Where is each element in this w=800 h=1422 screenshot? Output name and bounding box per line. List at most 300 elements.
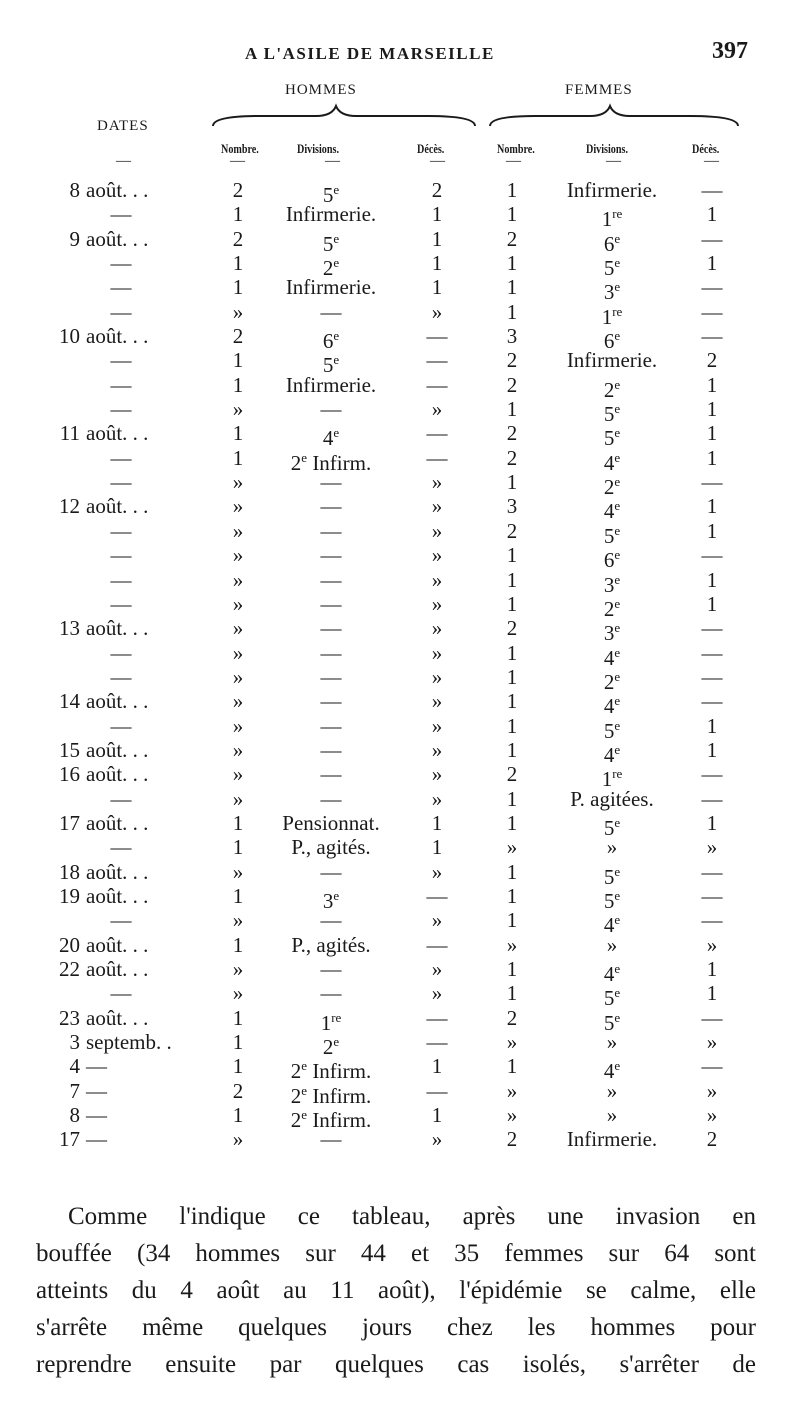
- table-row: [0, 981, 800, 1011]
- table-row: [0, 372, 800, 402]
- date-cell: 4 —: [69, 1054, 107, 1079]
- femmes-division-cell: »: [606, 1078, 618, 1103]
- femmes-deces-cell: »: [706, 1078, 718, 1103]
- paragraph-line: atteints du 4 août au 11 août), l'épidémie se calme, elle: [36, 1277, 756, 1304]
- femmes-deces-cell: —: [701, 324, 723, 349]
- hommes-division-cell: —: [320, 591, 342, 616]
- date-cell: —: [110, 908, 132, 933]
- hommes-nombre-header: Nombre.: [221, 141, 259, 156]
- femmes-division-cell: 5e: [603, 255, 621, 281]
- hommes-division-cell: 5e: [322, 230, 340, 256]
- date-cell: —: [110, 299, 132, 324]
- hommes-division-cell: 2e Infirm.: [290, 1082, 372, 1108]
- femmes-division-cell: P. agitées.: [570, 786, 654, 811]
- table-row: [0, 1005, 800, 1035]
- femmes-division-cell: »: [606, 1030, 618, 1055]
- table-row: [0, 324, 800, 354]
- date-cell: —: [110, 348, 132, 373]
- hommes-division-cell: 1re: [320, 1009, 342, 1035]
- date-cell: 22 août. . .: [59, 957, 149, 981]
- date-cell: 15 août. . .: [59, 737, 149, 762]
- table-row: [0, 299, 800, 329]
- femmes-division-cell: 6e: [603, 547, 621, 573]
- date-cell: —: [110, 786, 132, 811]
- date-cell: —: [110, 397, 132, 422]
- table-row: [0, 737, 800, 767]
- table-row: [0, 470, 800, 500]
- date-cell: —: [110, 445, 132, 470]
- femmes-nombre-cell: 3: [506, 324, 518, 349]
- hommes-nombre-cell: »: [232, 664, 244, 689]
- hommes-deces-cell: »: [431, 737, 443, 762]
- hommes-nombre-cell: »: [232, 494, 244, 519]
- femmes-nombre-cell: 2: [506, 616, 518, 641]
- hommes-nombre-cell: 1: [232, 932, 244, 957]
- paragraph-line: s'arrête même quelques jours chez les hommes pour: [36, 1314, 756, 1341]
- femmes-nombre-cell: 3: [506, 494, 518, 519]
- hommes-nombre-cell: 1: [232, 835, 244, 860]
- hommes-division-cell: —: [320, 713, 342, 738]
- femmes-division-cell: 3e: [603, 571, 621, 597]
- table-row: [0, 933, 800, 957]
- hommes-deces-cell: »: [431, 908, 443, 933]
- hommes-division-cell: —: [320, 957, 342, 981]
- table-row: [0, 1030, 800, 1060]
- femmes-deces-cell: —: [701, 664, 723, 689]
- hommes-division-cell: —: [320, 737, 342, 762]
- date-cell: 7 —: [69, 1078, 107, 1103]
- hommes-division-cell: —: [320, 470, 342, 495]
- hommes-nombre-cell: »: [232, 713, 244, 738]
- hommes-division-cell: —: [320, 859, 342, 884]
- femmes-division-cell: 4e: [603, 1058, 621, 1084]
- femmes-deces-cell: »: [706, 932, 718, 957]
- date-cell: —: [110, 372, 132, 397]
- hommes-deces-cell: 1: [431, 226, 443, 251]
- femmes-deces-cell: —: [701, 883, 723, 908]
- hommes-division-cell: 3e: [322, 887, 340, 913]
- header-dash: —: [704, 153, 719, 169]
- hommes-division-cell: Infirmerie.: [285, 202, 377, 227]
- femmes-nombre-cell: 1: [506, 810, 518, 835]
- femmes-nombre-cell: 2: [506, 1127, 518, 1152]
- date-cell: —: [110, 518, 132, 543]
- hommes-division-cell: —: [320, 664, 342, 689]
- femmes-division-cell: 3e: [603, 620, 621, 646]
- hommes-deces-cell: »: [431, 543, 443, 568]
- hommes-division-cell: —: [320, 494, 342, 519]
- hommes-division-cell: Pensionnat.: [282, 810, 380, 835]
- femmes-nombre-cell: 1: [506, 299, 518, 324]
- hommes-nombre-cell: »: [232, 397, 244, 422]
- header-dash: —: [506, 153, 521, 169]
- femmes-division-cell: 1re: [601, 766, 623, 792]
- header-dash: —: [430, 153, 445, 169]
- femmes-deces-cell: —: [701, 859, 723, 884]
- hommes-deces-cell: —: [426, 883, 448, 908]
- date-cell: 17 —: [59, 1127, 107, 1152]
- femmes-divisions-header: Divisions.: [586, 141, 628, 156]
- table-row: [0, 713, 800, 743]
- femmes-division-cell: 3e: [603, 279, 621, 305]
- hommes-nombre-cell: »: [232, 616, 244, 641]
- hommes-division-cell: 2e Infirm.: [290, 1107, 372, 1133]
- femmes-division-cell: 4e: [603, 449, 621, 475]
- header-dash: —: [325, 153, 340, 169]
- date-cell: —: [110, 835, 132, 860]
- hommes-division-cell: —: [320, 397, 342, 422]
- table-row: [0, 689, 800, 719]
- hommes-deces-cell: —: [426, 372, 448, 397]
- femmes-nombre-cell: 2: [506, 372, 518, 397]
- hommes-division-cell: —: [320, 518, 342, 543]
- femmes-division-cell: 5e: [603, 522, 621, 548]
- hommes-deces-cell: »: [431, 786, 443, 811]
- date-cell: —: [110, 251, 132, 276]
- hommes-division-cell: 6e: [322, 328, 340, 354]
- hommes-nombre-cell: 1: [232, 348, 244, 373]
- femmes-deces-cell: »: [706, 835, 718, 860]
- femmes-division-cell: 5e: [603, 401, 621, 427]
- table-row: [0, 1054, 800, 1084]
- femmes-division-cell: 2e: [603, 595, 621, 621]
- femmes-nombre-cell: 2: [506, 1005, 518, 1030]
- femmes-nombre-cell: »: [506, 1078, 518, 1103]
- table-row: [0, 251, 800, 281]
- hommes-division-cell: 2e: [322, 1034, 340, 1060]
- femmes-division-cell: Infirmerie.: [566, 348, 658, 373]
- hommes-nombre-cell: »: [232, 299, 244, 324]
- femmes-division-cell: Infirmerie.: [566, 178, 658, 202]
- femmes-deces-cell: 1: [706, 737, 718, 762]
- femmes-nombre-cell: 2: [506, 445, 518, 470]
- femmes-division-cell: »: [606, 835, 618, 860]
- femmes-deces-cell: »: [706, 1103, 718, 1128]
- date-cell: 11 août. . .: [59, 421, 149, 446]
- femmes-deces-cell: —: [701, 689, 723, 714]
- femmes-deces-cell: 1: [706, 202, 718, 227]
- table-row: [0, 787, 800, 811]
- femmes-division-cell: 6e: [603, 230, 621, 256]
- hommes-nombre-cell: 2: [232, 1078, 244, 1103]
- femmes-division-cell: »: [606, 1103, 618, 1128]
- femmes-division-cell: 5e: [603, 814, 621, 840]
- femmes-deces-cell: —: [701, 1005, 723, 1030]
- hommes-deces-cell: 1: [431, 275, 443, 300]
- femmes-deces-cell: 1: [706, 372, 718, 397]
- hommes-division-cell: —: [320, 762, 342, 787]
- hommes-deces-cell: —: [426, 445, 448, 470]
- date-cell: 9 août. . .: [69, 226, 149, 251]
- hommes-deces-cell: —: [426, 1078, 448, 1103]
- hommes-nombre-cell: 1: [232, 1103, 244, 1128]
- hommes-deces-cell: »: [431, 981, 443, 1006]
- hommes-nombre-cell: 1: [232, 1030, 244, 1055]
- femmes-nombre-cell: 1: [506, 786, 518, 811]
- femmes-division-cell: 1re: [601, 303, 623, 329]
- table-row: [0, 445, 800, 475]
- femmes-division-cell: 1re: [601, 206, 623, 232]
- table-row: [0, 494, 800, 524]
- hommes-nombre-cell: 2: [232, 324, 244, 349]
- date-cell: —: [110, 664, 132, 689]
- femmes-deces-cell: —: [701, 640, 723, 665]
- table-row: [0, 226, 800, 256]
- hommes-nombre-cell: 1: [232, 372, 244, 397]
- hommes-nombre-cell: »: [232, 981, 244, 1006]
- femmes-division-cell: 2e: [603, 376, 621, 402]
- hommes-nombre-cell: »: [232, 640, 244, 665]
- date-cell: 10 août. . .: [59, 324, 149, 349]
- table-row: [0, 835, 800, 859]
- hommes-division-cell: 5e: [322, 352, 340, 378]
- femmes-deces-cell: 1: [706, 981, 718, 1006]
- table-row: [0, 397, 800, 427]
- hommes-nombre-cell: »: [232, 737, 244, 762]
- femmes-nombre-cell: 1: [506, 591, 518, 616]
- hommes-deces-cell: —: [426, 348, 448, 373]
- header-dash: —: [606, 153, 621, 169]
- hommes-deces-cell: »: [431, 616, 443, 641]
- hommes-division-cell: —: [320, 616, 342, 641]
- date-cell: 16 août. . .: [59, 762, 149, 787]
- hommes-division-cell: —: [320, 299, 342, 324]
- date-cell: 14 août. . .: [59, 689, 149, 714]
- hommes-nombre-cell: »: [232, 543, 244, 568]
- hommes-nombre-cell: »: [232, 1127, 244, 1152]
- hommes-deces-cell: —: [426, 421, 448, 446]
- hommes-divisions-header: Divisions.: [297, 141, 339, 156]
- table-row: [0, 908, 800, 938]
- femmes-nombre-cell: 1: [506, 737, 518, 762]
- femmes-nombre-cell: 1: [506, 470, 518, 495]
- femmes-division-cell: 5e: [603, 425, 621, 451]
- femmes-nombre-cell: »: [506, 932, 518, 957]
- table-row: [0, 421, 800, 451]
- femmes-division-cell: »: [606, 932, 618, 957]
- table-row: [0, 664, 800, 694]
- femmes-deces-cell: —: [701, 275, 723, 300]
- hommes-nombre-cell: »: [232, 859, 244, 884]
- hommes-division-cell: 4e: [322, 425, 340, 451]
- femmes-deces-cell: 1: [706, 421, 718, 446]
- table-row: [0, 640, 800, 670]
- hommes-division-cell: P., agités.: [291, 932, 371, 957]
- femmes-header: FEMMES: [565, 82, 633, 98]
- femmes-division-cell: 4e: [603, 644, 621, 670]
- hommes-nombre-cell: »: [232, 908, 244, 933]
- hommes-division-cell: —: [320, 640, 342, 665]
- hommes-deces-cell: »: [431, 567, 443, 592]
- femmes-division-cell: 5e: [603, 1009, 621, 1035]
- data-table-body: [0, 178, 800, 1152]
- hommes-nombre-cell: 2: [232, 226, 244, 251]
- table-row: [0, 348, 800, 378]
- hommes-division-cell: 2e Infirm.: [290, 1058, 372, 1084]
- femmes-nombre-cell: 2: [506, 421, 518, 446]
- hommes-nombre-cell: »: [232, 470, 244, 495]
- hommes-division-cell: 5e: [322, 182, 340, 207]
- femmes-deces-cell: »: [706, 1030, 718, 1055]
- hommes-deces-cell: »: [431, 762, 443, 787]
- femmes-nombre-cell: 1: [506, 859, 518, 884]
- hommes-division-cell: —: [320, 981, 342, 1006]
- hommes-division-cell: 2e: [322, 255, 340, 281]
- hommes-deces-cell: 1: [431, 1103, 443, 1128]
- hommes-deces-cell: »: [431, 299, 443, 324]
- femmes-nombre-cell: 1: [506, 664, 518, 689]
- hommes-nombre-cell: 1: [232, 251, 244, 276]
- hommes-brace: [213, 106, 475, 126]
- paragraph-line: Comme l'indique ce tableau, après une invasion en: [68, 1203, 756, 1230]
- hommes-deces-cell: 1: [431, 202, 443, 227]
- hommes-deces-cell: »: [431, 859, 443, 884]
- hommes-division-cell: —: [320, 543, 342, 568]
- hommes-nombre-cell: 1: [232, 445, 244, 470]
- hommes-deces-cell: 1: [431, 1054, 443, 1079]
- femmes-division-cell: 6e: [603, 328, 621, 354]
- table-row: [0, 1078, 800, 1108]
- femmes-deces-header: Décès.: [692, 141, 720, 156]
- hommes-nombre-cell: »: [232, 591, 244, 616]
- header-braces: [0, 0, 800, 140]
- femmes-division-cell: 4e: [603, 912, 621, 938]
- hommes-deces-cell: —: [426, 932, 448, 957]
- hommes-deces-cell: »: [431, 713, 443, 738]
- hommes-deces-cell: »: [431, 689, 443, 714]
- femmes-nombre-cell: »: [506, 1103, 518, 1128]
- body-paragraph: [36, 1198, 756, 1383]
- femmes-deces-cell: —: [701, 908, 723, 933]
- femmes-nombre-cell: 1: [506, 251, 518, 276]
- date-cell: —: [110, 591, 132, 616]
- hommes-nombre-cell: 1: [232, 421, 244, 446]
- date-cell: 19 août. . .: [59, 883, 149, 908]
- hommes-header: HOMMES: [285, 82, 357, 98]
- femmes-deces-cell: 1: [706, 713, 718, 738]
- femmes-brace: [490, 106, 738, 126]
- hommes-nombre-cell: »: [232, 786, 244, 811]
- femmes-deces-cell: —: [701, 1054, 723, 1079]
- femmes-nombre-cell: 1: [506, 640, 518, 665]
- hommes-deces-cell: »: [431, 957, 443, 981]
- date-cell: 17 août. . .: [59, 810, 149, 835]
- femmes-nombre-cell: 1: [506, 883, 518, 908]
- hommes-deces-cell: —: [426, 1005, 448, 1030]
- femmes-division-cell: 4e: [603, 498, 621, 524]
- femmes-nombre-header: Nombre.: [497, 141, 535, 156]
- femmes-nombre-cell: 1: [506, 957, 518, 981]
- femmes-deces-cell: —: [701, 543, 723, 568]
- hommes-division-cell: P., agités.: [291, 835, 371, 860]
- femmes-deces-cell: —: [701, 178, 723, 202]
- femmes-deces-cell: 1: [706, 810, 718, 835]
- table-row: [0, 762, 800, 792]
- femmes-nombre-cell: 2: [506, 518, 518, 543]
- table-row: [0, 567, 800, 597]
- date-cell: 23 août. . .: [59, 1005, 149, 1030]
- hommes-deces-cell: »: [431, 664, 443, 689]
- femmes-nombre-cell: 1: [506, 689, 518, 714]
- hommes-nombre-cell: »: [232, 567, 244, 592]
- hommes-nombre-cell: 1: [232, 883, 244, 908]
- femmes-division-cell: Infirmerie.: [566, 1127, 658, 1152]
- table-row: [0, 810, 800, 840]
- femmes-deces-cell: 1: [706, 445, 718, 470]
- date-cell: 8 —: [69, 1103, 107, 1128]
- date-cell: —: [110, 981, 132, 1006]
- femmes-nombre-cell: 1: [506, 397, 518, 422]
- table-row: [0, 591, 800, 621]
- hommes-division-cell: —: [320, 908, 342, 933]
- femmes-division-cell: 2e: [603, 474, 621, 500]
- date-cell: 13 août. . .: [59, 616, 149, 641]
- femmes-nombre-cell: 1: [506, 1054, 518, 1079]
- femmes-nombre-cell: »: [506, 835, 518, 860]
- hommes-nombre-cell: »: [232, 762, 244, 787]
- femmes-deces-cell: —: [701, 786, 723, 811]
- running-title: A L'ASILE DE MARSEILLE: [245, 44, 495, 63]
- table-row: [0, 1127, 800, 1151]
- femmes-division-cell: 2e: [603, 668, 621, 694]
- femmes-division-cell: 5e: [603, 863, 621, 889]
- hommes-division-cell: —: [320, 567, 342, 592]
- header-dash: —: [230, 153, 245, 169]
- table-row: [0, 518, 800, 548]
- hommes-deces-cell: »: [431, 470, 443, 495]
- hommes-division-cell: Infirmerie.: [285, 372, 377, 397]
- table-row: [0, 543, 800, 573]
- femmes-division-cell: 5e: [603, 887, 621, 913]
- hommes-deces-cell: »: [431, 518, 443, 543]
- date-cell: —: [110, 275, 132, 300]
- hommes-deces-cell: —: [426, 324, 448, 349]
- table-row: [0, 202, 800, 232]
- femmes-nombre-cell: 1: [506, 908, 518, 933]
- femmes-nombre-cell: 2: [506, 348, 518, 373]
- hommes-deces-cell: 1: [431, 835, 443, 860]
- femmes-deces-cell: 1: [706, 591, 718, 616]
- hommes-division-cell: —: [320, 786, 342, 811]
- femmes-nombre-cell: 1: [506, 202, 518, 227]
- hommes-deces-cell: 2: [431, 178, 443, 202]
- date-cell: —: [110, 640, 132, 665]
- femmes-deces-cell: —: [701, 299, 723, 324]
- hommes-nombre-cell: 1: [232, 1054, 244, 1079]
- paragraph-line: reprendre ensuite par quelques cas isolés, s'arrêter de: [36, 1351, 756, 1378]
- femmes-division-cell: 4e: [603, 961, 621, 986]
- hommes-nombre-cell: »: [232, 518, 244, 543]
- date-cell: 12 août. . .: [59, 494, 149, 519]
- table-row: [0, 616, 800, 646]
- hommes-nombre-cell: »: [232, 957, 244, 981]
- femmes-deces-cell: 2: [706, 1127, 718, 1152]
- femmes-division-cell: 4e: [603, 693, 621, 719]
- hommes-deces-cell: —: [426, 1030, 448, 1055]
- hommes-deces-cell: 1: [431, 810, 443, 835]
- date-cell: —: [110, 543, 132, 568]
- hommes-nombre-cell: 1: [232, 810, 244, 835]
- hommes-nombre-cell: 1: [232, 202, 244, 227]
- table-row: [0, 275, 800, 305]
- hommes-deces-cell: »: [431, 494, 443, 519]
- header-dash: —: [116, 153, 131, 169]
- hommes-division-cell: —: [320, 1127, 342, 1152]
- page-number: 397: [712, 38, 748, 64]
- femmes-deces-cell: 1: [706, 518, 718, 543]
- date-cell: 3 septemb. .: [69, 1030, 172, 1055]
- femmes-nombre-cell: 2: [506, 226, 518, 251]
